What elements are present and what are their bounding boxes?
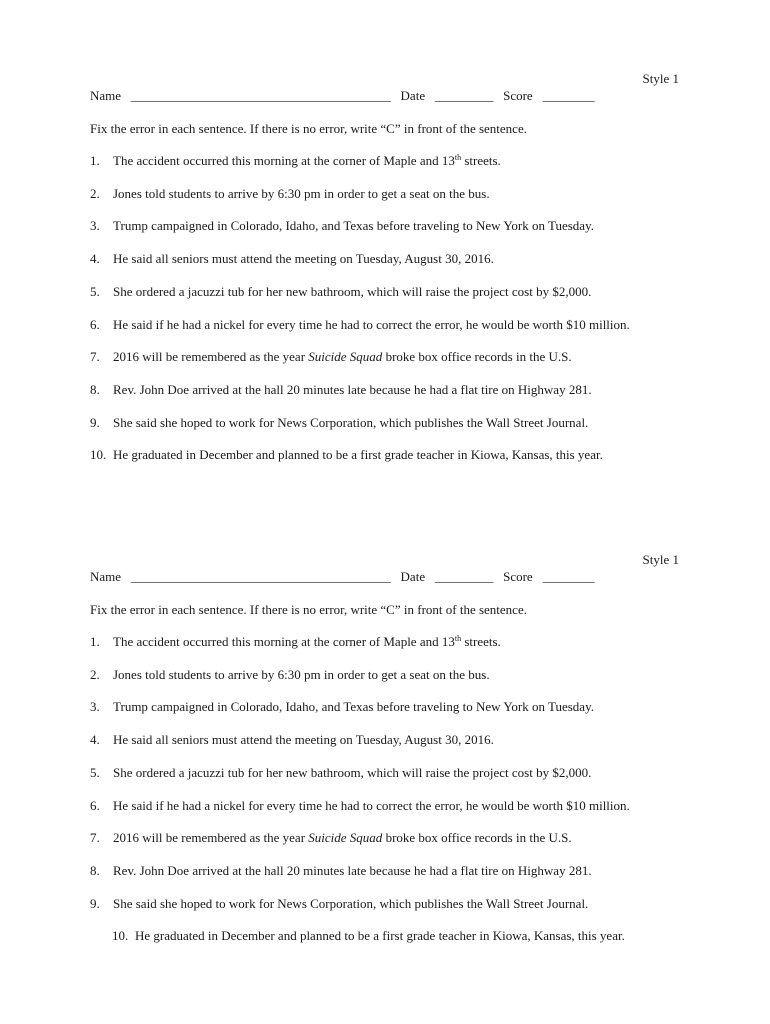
film-title: Suicide Squad	[308, 349, 383, 364]
sentence-text-end: streets.	[461, 634, 501, 649]
sentence-7	[90, 830, 572, 846]
header-fields	[90, 569, 594, 585]
name-blank: ________________________________________	[130, 569, 391, 584]
sentence-4	[90, 732, 494, 748]
sentence-5	[90, 765, 591, 781]
sentence-5	[90, 284, 591, 300]
sentence-number: 5.	[90, 284, 100, 299]
sentence-2	[90, 667, 490, 683]
sentence-number: 6.	[90, 317, 100, 332]
sentence-text-end: broke box office records in the U.S.	[382, 349, 572, 364]
sentence-text: He said if he had a nickel for every time he had to correct the error, he would be worth $10 million.	[113, 798, 630, 813]
film-title: Suicide Squad	[308, 830, 383, 845]
sentence-10	[112, 928, 625, 944]
sentence-text: She said she hoped to work for News Corporation, which publishes the Wall Street Journal.	[113, 415, 589, 430]
date-blank: _________	[434, 88, 494, 103]
sentence-number: 4.	[90, 251, 100, 266]
sentence-text: Rev. John Doe arrived at the hall 20 minutes late because he had a flat tire on Highway 281.	[113, 382, 592, 397]
name-blank: ________________________________________	[130, 88, 391, 103]
sentence-3	[90, 699, 594, 715]
sentence-number: 7.	[90, 349, 100, 364]
sentence-2	[90, 186, 490, 202]
sentence-number: 9.	[90, 415, 100, 430]
sentence-text: She said she hoped to work for News Corporation, which publishes the Wall Street Journal.	[113, 896, 589, 911]
sentence-number: 8.	[90, 863, 100, 878]
style-label: Style 1	[642, 71, 679, 86]
sentence-text: 2016 will be remembered as the year	[113, 349, 309, 364]
sentence-9	[90, 415, 588, 431]
sentence-1	[90, 153, 501, 169]
sentence-text: Rev. John Doe arrived at the hall 20 minutes late because he had a flat tire on Highway 281.	[113, 863, 592, 878]
sentence-number: 8.	[90, 382, 100, 397]
sentence-number: 10.	[112, 928, 129, 943]
ordinal-suffix: th	[454, 634, 462, 643]
sentence-number: 3.	[90, 218, 100, 233]
sentence-text: The accident occurred this morning at the corner of Maple and 13	[113, 634, 455, 649]
sentence-number: 9.	[90, 896, 100, 911]
sentence-number: 2.	[90, 667, 100, 682]
sentence-text-end: streets.	[461, 153, 501, 168]
sentence-number: 1.	[90, 153, 100, 168]
sentence-text: She ordered a jacuzzi tub for her new bathroom, which will raise the project cost by $2,000.	[113, 284, 592, 299]
sentence-text: Jones told students to arrive by 6:30 pm in order to get a seat on the bus.	[113, 186, 490, 201]
sentence-text: He said if he had a nickel for every time he had to correct the error, he would be worth $10 million.	[113, 317, 630, 332]
sentence-number: 10.	[90, 447, 107, 462]
sentence-number: 7.	[90, 830, 100, 845]
instructions: Fix the error in each sentence. If there is no error, write “C” in front of the sentence.	[90, 121, 527, 136]
name-label: Name	[90, 569, 122, 584]
sentence-number: 3.	[90, 699, 100, 714]
score-blank: ________	[542, 88, 595, 103]
score-label: Score	[503, 88, 533, 103]
sentence-9	[90, 896, 588, 912]
sentence-text: The accident occurred this morning at the corner of Maple and 13	[113, 153, 455, 168]
ordinal-suffix: th	[454, 153, 462, 162]
instructions: Fix the error in each sentence. If there is no error, write “C” in front of the sentence.	[90, 602, 527, 617]
date-label: Date	[400, 569, 426, 584]
sentence-text-end: broke box office records in the U.S.	[382, 830, 572, 845]
sentence-number: 6.	[90, 798, 100, 813]
sentence-text: Trump campaigned in Colorado, Idaho, and Texas before traveling to New York on Tuesday.	[113, 218, 594, 233]
name-label: Name	[90, 88, 122, 103]
score-label: Score	[503, 569, 533, 584]
sentence-number: 1.	[90, 634, 100, 649]
style-label: Style 1	[642, 552, 679, 567]
sentence-3	[90, 218, 594, 234]
sentence-text: He said all seniors must attend the meeting on Tuesday, August 30, 2016.	[113, 732, 494, 747]
sentence-1	[90, 634, 501, 650]
sentence-7	[90, 349, 572, 365]
sentence-text: He graduated in December and planned to be a first grade teacher in Kiowa, Kansas, this year.	[135, 928, 625, 943]
sentence-8	[90, 382, 592, 398]
sentence-number: 2.	[90, 186, 100, 201]
date-blank: _________	[434, 569, 494, 584]
sentence-text: He graduated in December and planned to be a first grade teacher in Kiowa, Kansas, this year.	[113, 447, 603, 462]
header-fields	[90, 88, 594, 104]
sentence-text: 2016 will be remembered as the year	[113, 830, 309, 845]
score-blank: ________	[542, 569, 595, 584]
sentence-text: She ordered a jacuzzi tub for her new bathroom, which will raise the project cost by $2,000.	[113, 765, 592, 780]
date-label: Date	[400, 88, 426, 103]
sentence-10	[90, 447, 603, 463]
sentence-6	[90, 317, 630, 333]
sentence-6	[90, 798, 630, 814]
sentence-number: 4.	[90, 732, 100, 747]
sentence-text: He said all seniors must attend the meeting on Tuesday, August 30, 2016.	[113, 251, 494, 266]
sentence-text: Trump campaigned in Colorado, Idaho, and Texas before traveling to New York on Tuesday.	[113, 699, 594, 714]
sentence-4	[90, 251, 494, 267]
sentence-8	[90, 863, 592, 879]
sentence-text: Jones told students to arrive by 6:30 pm in order to get a seat on the bus.	[113, 667, 490, 682]
sentence-number: 5.	[90, 765, 100, 780]
